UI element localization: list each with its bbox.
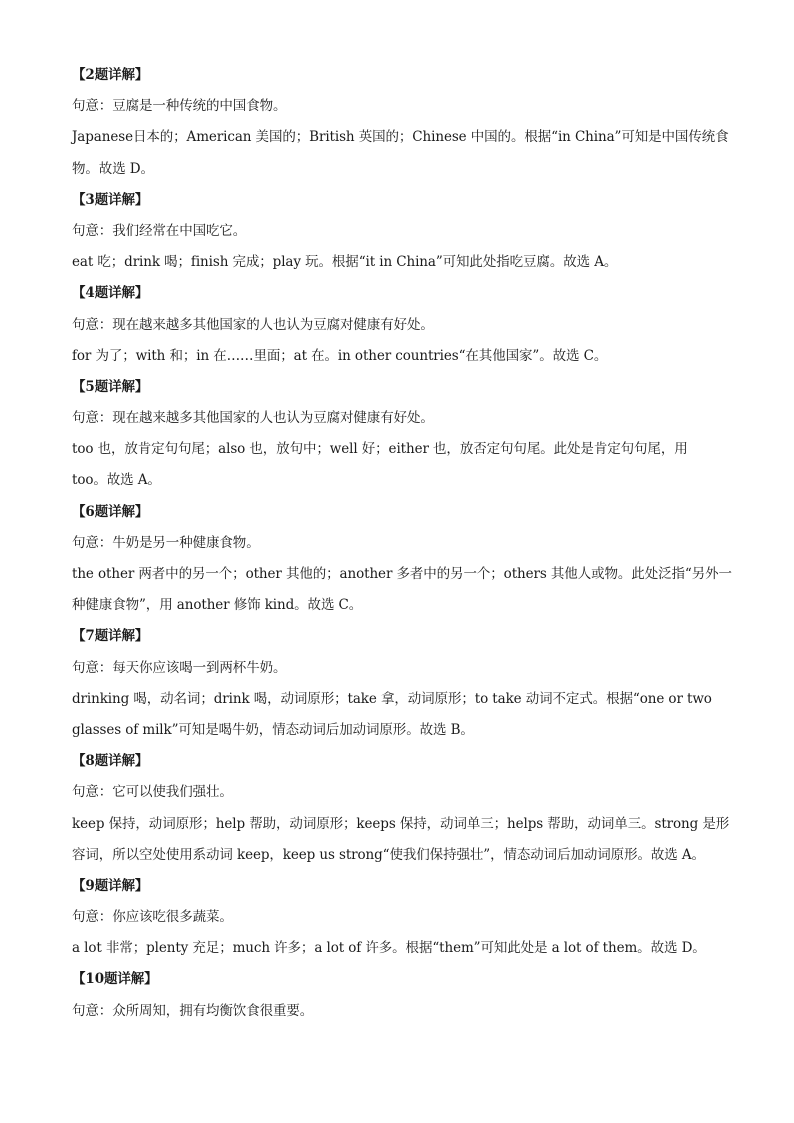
sentence-meaning: 句意：现在越来越多其他国家的人也认为豆腐对健康有好处。	[72, 316, 434, 333]
explanation-line: the other 两者中的另一个；other 其他的；another 多者中的另一个；others 其他人或物。此处泛指“另外一	[72, 566, 732, 582]
explanation-line: for 为了；with 和；in 在……里面；at 在。in other countries“在其他国家”。故选 C。	[72, 347, 608, 364]
explanation-section	[72, 871, 722, 965]
section-heading: 【6题详解】	[72, 503, 149, 520]
sentence-meaning: 句意：它可以使我们强壮。	[72, 784, 233, 801]
explanation-section	[72, 278, 722, 372]
sentence-meaning: 句意：豆腐是一种传统的中国食物。	[72, 98, 287, 115]
sentence-meaning: 句意：众所周知，拥有均衡饮食很重要。	[72, 1002, 314, 1019]
sentence-meaning: 句意：牛奶是另一种健康食物。	[72, 534, 260, 551]
explanation-section	[72, 60, 729, 185]
explanation-line: drinking 喝，动名词；drink 喝，动词原形；take 拿，动词原形；to take 动词不定式。根据“one or two	[72, 690, 712, 707]
explanation-line: 容词，所以空处使用系动词 keep，keep us strong“使我们保持强壮”，情态动词后加动词原形。故选 A。	[72, 846, 705, 863]
section-heading: 【2题详解】	[72, 67, 149, 83]
section-heading: 【10题详解】	[72, 971, 158, 988]
section-heading: 【3题详解】	[72, 191, 149, 208]
explanation-section	[72, 621, 722, 746]
section-heading: 【7题详解】	[72, 628, 149, 645]
explanation-section	[72, 497, 732, 622]
sentence-meaning: 句意：现在越来越多其他国家的人也认为豆腐对健康有好处。	[72, 410, 434, 427]
explanation-line: too。故选 A。	[72, 472, 161, 489]
explanation-section	[72, 372, 722, 497]
explanation-section	[72, 185, 722, 279]
explanation-line: Japanese日本的；American 美国的；British 英国的；Chinese 中国的。根据“in China”可知是中国传统食	[72, 129, 729, 146]
document-page	[72, 60, 732, 1027]
sentence-meaning: 句意：我们经常在中国吃它。	[72, 222, 247, 239]
explanation-section	[72, 964, 722, 1026]
explanation-line: 种健康食物”，用 another 修饰 kind。故选 C。	[72, 597, 363, 614]
section-heading: 【5题详解】	[72, 378, 149, 395]
section-heading: 【8题详解】	[72, 753, 149, 770]
section-heading: 【4题详解】	[72, 285, 149, 302]
explanation-line: eat 吃；drink 喝；finish 完成；play 玩。根据“it in China”可知此处指吃豆腐。故选 A。	[72, 254, 618, 271]
explanation-line: keep 保持，动词原形；help 帮助，动词原形；keeps 保持，动词单三；helps 帮助，动词单三。strong 是形	[72, 815, 730, 832]
explanation-line: a lot 非常；plenty 充足；much 许多；a lot of 许多。根据“them”可知此处是 a lot of them。故选 D。	[72, 940, 706, 957]
explanation-line: 物。故选 D。	[72, 160, 154, 177]
section-heading: 【9题详解】	[72, 877, 149, 894]
sentence-meaning: 句意：你应该吃很多蔬菜。	[72, 909, 233, 926]
explanation-line: glasses of milk”可知是喝牛奶，情态动词后加动词原形。故选 B。	[72, 721, 474, 738]
sentence-meaning: 句意：每天你应该喝一到两杯牛奶。	[72, 659, 287, 676]
explanation-line: too 也，放肯定句句尾；also 也，放句中；well 好；either 也，放否定句句尾。此处是肯定句句尾，用	[72, 441, 688, 458]
explanation-section	[72, 746, 730, 871]
